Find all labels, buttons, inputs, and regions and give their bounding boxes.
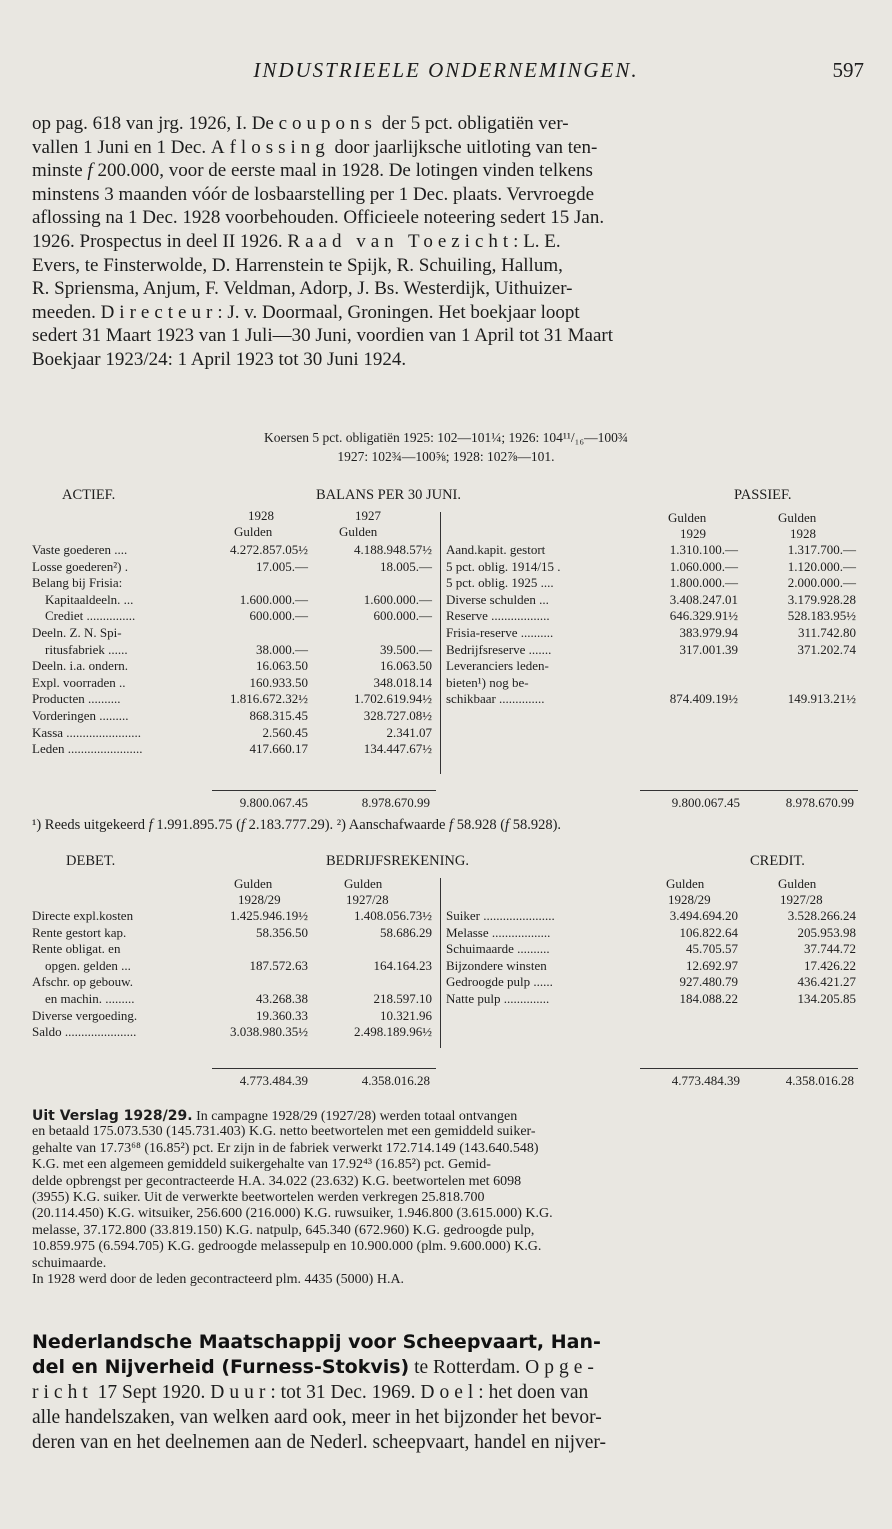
debet-value-1: 58.356.50 bbox=[256, 924, 308, 940]
balans-gulden-l2: Gulden bbox=[339, 524, 378, 539]
actief-row bbox=[32, 559, 442, 576]
nedmij-line: deren van en het deelnemen aan de Nederl. scheepvaart, handel en nijver- bbox=[32, 1432, 607, 1453]
actief-label: Leden ....................... bbox=[32, 741, 143, 757]
bedrijf-total-rule-left bbox=[212, 1068, 436, 1069]
credit-value-2: 134.205.85 bbox=[797, 990, 856, 1006]
passief-label: bieten¹) nog be- bbox=[446, 674, 529, 690]
debet-value-2: 1.408.056.73½ bbox=[354, 908, 432, 923]
actief-value-1: 17.005.— bbox=[256, 558, 308, 574]
passief-table bbox=[446, 542, 862, 708]
balans-total-r2: 8.978.670.99 bbox=[785, 795, 854, 810]
debet-label: Rente obligat. en bbox=[32, 941, 121, 957]
actief-row bbox=[32, 708, 442, 725]
balans-year-r2: 1928 bbox=[790, 526, 816, 541]
actief-value-2: 4.188.948.57½ bbox=[354, 542, 432, 557]
intro-line: Boekjaar 1923/24: 1 April 1923 tot 30 Juni 1924. bbox=[32, 348, 407, 370]
verslag-line: en betaald 175.073.530 (145.731.403) K.G. netto beetwortelen met een gemiddeld suiker- bbox=[32, 1124, 536, 1140]
bedrijf-gulden-l2: Gulden bbox=[344, 876, 383, 891]
debet-value-2: 2.498.189.96½ bbox=[354, 1024, 432, 1040]
actief-row bbox=[32, 592, 442, 609]
debet-row bbox=[32, 925, 442, 942]
actief-value-1: 1.816.672.32½ bbox=[230, 691, 308, 707]
credit-label: Gedroogde pulp ...... bbox=[446, 974, 553, 990]
intro-line: 1926. Prospectus in deel II 1926. Raad van Toezicht: L. E. bbox=[32, 230, 561, 252]
debet-row bbox=[32, 1024, 442, 1041]
debet-value-1: 187.572.63 bbox=[249, 957, 308, 973]
debet-row bbox=[32, 908, 442, 925]
debet-value-1: 43.268.38 bbox=[256, 990, 308, 1006]
passief-label: schikbaar .............. bbox=[446, 691, 545, 707]
credit-value-1: 927.480.79 bbox=[679, 974, 738, 990]
passief-row bbox=[446, 608, 862, 625]
credit-label: Suiker ...................... bbox=[446, 908, 555, 923]
passief-label: Aand.kapit. gestort bbox=[446, 542, 546, 557]
verslag-line: K.G. met een algemeen gemiddeld suikergehalte van 17.92⁴³ (16.85²) pct. Gemid- bbox=[32, 1157, 491, 1173]
bedrijf-title: BEDRIJFSREKENING. bbox=[326, 853, 469, 869]
credit-value-2: 436.421.27 bbox=[797, 974, 856, 990]
actief-value-2: 39.500.— bbox=[380, 641, 432, 657]
actief-value-2: 328.727.08½ bbox=[363, 707, 432, 723]
koersen-line-1: Koersen 5 pct. obligatiën 1925: 102—101¼; 1926: 104¹¹/₁₆—100¾ bbox=[264, 430, 628, 445]
actief-value-2: 600.000.— bbox=[373, 608, 432, 624]
credit-value-1: 184.088.22 bbox=[679, 990, 738, 1006]
nedmij-line: del en Nijverheid (Furness-Stokvis) te Rotterdam. Opge- bbox=[32, 1356, 599, 1378]
balans-passief-title: PASSIEF. bbox=[734, 487, 792, 503]
actief-value-1: 417.660.17 bbox=[249, 741, 308, 757]
credit-row bbox=[446, 958, 862, 975]
passief-value-1: 3.408.247.01 bbox=[669, 591, 738, 607]
actief-value-1: 38.000.— bbox=[256, 641, 308, 657]
credit-value-2: 205.953.98 bbox=[797, 924, 856, 940]
credit-row bbox=[446, 925, 862, 942]
passief-value-1: 383.979.94 bbox=[679, 624, 738, 640]
credit-row bbox=[446, 974, 862, 991]
intro-line: sedert 31 Maart 1923 van 1 Juli—30 Juni, voordien van 1 April tot 31 Maart bbox=[32, 325, 613, 347]
actief-label: Producten .......... bbox=[32, 691, 121, 707]
actief-value-2: 1.702.619.94½ bbox=[354, 691, 432, 707]
actief-row bbox=[32, 741, 442, 758]
passief-label: 5 pct. oblig. 1925 .... bbox=[446, 575, 554, 591]
debet-row bbox=[32, 1008, 442, 1025]
bedrijf-gulden-r2: Gulden bbox=[778, 876, 817, 891]
balans-year-l1: 1928 bbox=[248, 508, 274, 523]
debet-value-1: 19.360.33 bbox=[256, 1007, 308, 1023]
actief-value-1: 868.315.45 bbox=[249, 707, 308, 723]
verslag-line: In 1928 werd door de leden gecontracteerd plm. 4435 (5000) H.A. bbox=[32, 1271, 405, 1287]
debet-row bbox=[32, 974, 442, 991]
balans-gulden-l1: Gulden bbox=[234, 524, 273, 539]
credit-row bbox=[446, 908, 862, 925]
debet-value-2: 164.164.23 bbox=[373, 957, 432, 973]
actief-label: Vaste goederen .... bbox=[32, 542, 128, 557]
actief-value-1: 1.600.000.— bbox=[239, 591, 308, 607]
passief-value-1: 1.060.000.— bbox=[669, 558, 738, 574]
bedrijf-debet-title: DEBET. bbox=[66, 853, 116, 869]
debet-label: Directe expl.kosten bbox=[32, 908, 134, 923]
passief-value-2: 311.742.80 bbox=[797, 624, 856, 640]
passief-label: Bedrijfsreserve ....... bbox=[446, 641, 552, 657]
balans-total-r1: 9.800.067.45 bbox=[671, 795, 740, 810]
actief-row bbox=[32, 575, 442, 592]
balans-total-rule-right bbox=[640, 790, 858, 791]
balans-year-l2: 1927 bbox=[355, 508, 381, 523]
balans-title: BALANS PER 30 JUNI. bbox=[316, 487, 462, 503]
balans-total-l1: 9.800.067.45 bbox=[239, 795, 308, 810]
debet-row bbox=[32, 958, 442, 975]
passief-label: Leveranciers leden- bbox=[446, 658, 549, 674]
actief-value-1: 2.560.45 bbox=[262, 724, 308, 740]
debet-value-2: 218.597.10 bbox=[373, 990, 432, 1006]
intro-line: minste f 200.000, voor de eerste maal in 1928. De lotingen vinden telkens bbox=[32, 160, 593, 182]
passief-row bbox=[446, 575, 862, 592]
balans-gulden-r2: Gulden bbox=[778, 510, 817, 525]
intro-line: Evers, te Finsterwolde, D. Harrenstein te Spijk, R. Schuiling, Hallum, bbox=[32, 254, 563, 276]
passief-value-1: 1.310.100.— bbox=[669, 542, 738, 557]
passief-row bbox=[446, 691, 862, 708]
passief-value-2: 2.000.000.— bbox=[787, 575, 856, 591]
credit-value-2: 17.426.22 bbox=[804, 957, 856, 973]
nedmij-line: richt 17 Sept 1920. Duur: tot 31 Dec. 1969. Doel: het doen van bbox=[32, 1382, 589, 1403]
debet-row bbox=[32, 991, 442, 1008]
debet-row bbox=[32, 941, 442, 958]
actief-row bbox=[32, 625, 442, 642]
verslag-line: 10.859.975 (6.594.705) K.G. gedroogde melassepulp en 10.900.000 (plm. 9.600.000) K.G. bbox=[32, 1239, 542, 1255]
actief-label: Deeln. i.a. ondern. bbox=[32, 658, 129, 674]
nedmij-line: alle handelszaken, van welken aard ook, meer in het bijzonder het bevor- bbox=[32, 1407, 602, 1428]
credit-value-1: 3.494.694.20 bbox=[669, 908, 738, 923]
koersen-line-2: 1927: 102¾—100⅝; 1928: 102⅞—101. bbox=[337, 449, 555, 464]
actief-row bbox=[32, 691, 442, 708]
debet-value-2: 58.686.29 bbox=[380, 924, 432, 940]
balans-gulden-r1: Gulden bbox=[668, 510, 707, 525]
debet-value-1: 3.038.980.35½ bbox=[230, 1024, 308, 1040]
verslag-line: delde opbrengst per gecontracteerde H.A. 34.022 (23.632) K.G. beetwortelen met 6098 bbox=[32, 1173, 522, 1189]
page-number: 597 bbox=[832, 58, 864, 82]
balans-actief-title: ACTIEF. bbox=[62, 487, 116, 503]
actief-value-1: 4.272.857.05½ bbox=[230, 542, 308, 557]
debet-label: Saldo ...................... bbox=[32, 1024, 137, 1040]
actief-value-1: 600.000.— bbox=[249, 608, 308, 624]
actief-row bbox=[32, 542, 442, 559]
passief-value-2: 3.179.928.28 bbox=[787, 591, 856, 607]
actief-row bbox=[32, 658, 442, 675]
actief-label: Belang bij Frisia: bbox=[32, 575, 123, 591]
bedrijf-total-rule-right bbox=[640, 1068, 858, 1069]
running-title: INDUSTRIEELE ONDERNEMINGEN. bbox=[253, 58, 639, 82]
actief-label: ritusfabriek ...... bbox=[32, 641, 128, 657]
credit-label: Bijzondere winsten bbox=[446, 957, 547, 973]
debet-label: Diverse vergoeding. bbox=[32, 1007, 138, 1023]
actief-table bbox=[32, 542, 442, 758]
credit-table bbox=[446, 908, 862, 1008]
actief-label: Vorderingen ......... bbox=[32, 707, 129, 723]
debet-value-2: 10.321.96 bbox=[380, 1007, 432, 1023]
intro-line: minstens 3 maanden vóór de losbaarstelling per 1 Dec. plaats. Vervroegde bbox=[32, 183, 595, 205]
passief-row bbox=[446, 658, 862, 675]
credit-label: Melasse .................. bbox=[446, 924, 551, 940]
intro-line: aflossing na 1 Dec. 1928 voorbehouden. Officieele noteering sedert 15 Jan. bbox=[32, 207, 605, 229]
intro-line: op pag. 618 van jrg. 1926, I. De coupons der 5 pct. obligatiën ver- bbox=[32, 113, 569, 134]
intro-line: R. Spriensma, Anjum, F. Veldman, Adorp, J. Bs. Westerdijk, Uithuizer- bbox=[32, 278, 573, 300]
credit-row bbox=[446, 991, 862, 1008]
passief-row bbox=[446, 592, 862, 609]
debet-label: Afschr. op gebouw. bbox=[32, 974, 133, 990]
credit-label: Natte pulp .............. bbox=[446, 990, 550, 1006]
passief-value-1: 874.409.19½ bbox=[669, 691, 738, 707]
credit-value-1: 12.692.97 bbox=[686, 957, 738, 973]
balans-footnote: ¹) Reeds uitgekeerd f 1.991.895.75 (f 2.183.777.29). ²) Aanschafwaarde f 58.928 (f 58.928). bbox=[32, 817, 562, 833]
actief-row bbox=[32, 642, 442, 659]
verslag-line: Uit Verslag 1928/29. In campagne 1928/29 (1927/28) werden totaal ontvangen bbox=[32, 1108, 518, 1124]
actief-label: Kapitaaldeeln. ... bbox=[32, 591, 134, 607]
bedrijf-year-r1: 1928/29 bbox=[668, 892, 711, 907]
verslag-paragraph bbox=[32, 1108, 868, 1288]
passief-label: Reserve .................. bbox=[446, 608, 550, 624]
bedrijf-total-r2: 4.358.016.28 bbox=[785, 1073, 854, 1088]
actief-row bbox=[32, 675, 442, 692]
passief-row bbox=[446, 625, 862, 642]
verslag-line: schuimaarde. bbox=[32, 1255, 107, 1271]
debet-label: en machin. ......... bbox=[32, 990, 135, 1006]
koersen-block bbox=[0, 428, 892, 466]
bedrijf-credit-title: CREDIT. bbox=[750, 853, 805, 869]
passief-label: 5 pct. oblig. 1914/15 . bbox=[446, 558, 561, 574]
debet-value-1: 1.425.946.19½ bbox=[230, 908, 308, 923]
passief-label: Diverse schulden ... bbox=[446, 591, 549, 607]
actief-label: Expl. voorraden .. bbox=[32, 674, 126, 690]
credit-value-1: 106.822.64 bbox=[679, 924, 738, 940]
passief-row bbox=[446, 642, 862, 659]
bedrijf-total-r1: 4.773.484.39 bbox=[671, 1073, 740, 1088]
passief-row bbox=[446, 559, 862, 576]
passief-row bbox=[446, 542, 862, 559]
bedrijf-year-l2: 1927/28 bbox=[346, 892, 389, 907]
passief-value-2: 371.202.74 bbox=[797, 641, 856, 657]
balans-year-r1: 1929 bbox=[680, 526, 706, 541]
actief-value-2: 1.600.000.— bbox=[363, 591, 432, 607]
bedrijf-gulden-l1: Gulden bbox=[234, 876, 273, 891]
debet-table bbox=[32, 908, 442, 1041]
actief-value-2: 18.005.— bbox=[380, 558, 432, 574]
intro-line: meeden. Directeur: J. v. Doormaal, Groningen. Het boekjaar loopt bbox=[32, 301, 580, 323]
actief-value-1: 16.063.50 bbox=[256, 658, 308, 674]
credit-value-2: 37.744.72 bbox=[804, 941, 856, 957]
passief-value-2: 528.183.95½ bbox=[787, 608, 856, 624]
debet-label: Rente gestort kap. bbox=[32, 924, 127, 940]
credit-value-1: 45.705.57 bbox=[686, 941, 738, 957]
verslag-line: (3955) K.G. suiker. Uit de verwerkte beetwortelen werden verkregen 25.818.700 bbox=[32, 1189, 485, 1205]
nedmij-line: Nederlandsche Maatschappij voor Scheepvaart, Han- bbox=[32, 1331, 601, 1353]
debet-label: opgen. gelden ... bbox=[32, 957, 131, 973]
verslag-line: gehalte van 17.73⁶⁸ (16.85²) pct. Er zijn in de fabriek verwerkt 172.714.149 (143.640.548) bbox=[32, 1140, 539, 1156]
balans-total-l2: 8.978.670.99 bbox=[361, 795, 430, 810]
bedrijf-year-r2: 1927/28 bbox=[780, 892, 823, 907]
bedrijf-year-l1: 1928/29 bbox=[238, 892, 281, 907]
actief-label: Crediet ............... bbox=[32, 608, 136, 624]
verslag-line: melasse, 37.172.800 (33.819.150) K.G. natpulp, 645.340 (672.960) K.G. gedroogde pulp, bbox=[32, 1222, 535, 1238]
passief-value-2: 1.317.700.— bbox=[787, 542, 856, 557]
balans-total-rule-left bbox=[212, 790, 436, 791]
bedrijf-total-l1: 4.773.484.39 bbox=[239, 1073, 308, 1088]
actief-label: Kassa ....................... bbox=[32, 724, 142, 740]
page-header bbox=[0, 58, 892, 92]
actief-label: Losse goederen²) . bbox=[32, 558, 128, 574]
credit-value-2: 3.528.266.24 bbox=[787, 908, 856, 923]
passief-value-2: 1.120.000.— bbox=[787, 558, 856, 574]
actief-label: Deeln. Z. N. Spi- bbox=[32, 624, 122, 640]
bedrijf-gulden-r1: Gulden bbox=[666, 876, 705, 891]
passief-value-1: 317.001.39 bbox=[679, 641, 738, 657]
passief-value-1: 1.800.000.— bbox=[669, 575, 738, 591]
passief-label: Frisia-reserve .......... bbox=[446, 624, 554, 640]
passief-value-1: 646.329.91½ bbox=[669, 608, 738, 624]
intro-paragraph bbox=[32, 112, 868, 372]
actief-value-1: 160.933.50 bbox=[249, 674, 308, 690]
credit-label: Schuimaarde .......... bbox=[446, 941, 550, 957]
actief-value-2: 2.341.07 bbox=[386, 724, 432, 740]
passief-value-2: 149.913.21½ bbox=[787, 691, 856, 707]
actief-row bbox=[32, 725, 442, 742]
actief-row bbox=[32, 608, 442, 625]
credit-row bbox=[446, 941, 862, 958]
verslag-line: (20.114.450) K.G. witsuiker, 256.600 (216.000) K.G. ruwsuiker, 1.946.800 (3.615.000) K.G. bbox=[32, 1206, 553, 1222]
nedmij-paragraph bbox=[32, 1330, 868, 1455]
bedrijf-total-l2: 4.358.016.28 bbox=[361, 1073, 430, 1088]
passief-row bbox=[446, 675, 862, 692]
actief-value-2: 348.018.14 bbox=[373, 674, 432, 690]
intro-line: vallen 1 Juni en 1 Dec. Aflossing door jaarlijksche uitloting van ten- bbox=[32, 136, 598, 158]
actief-value-2: 134.447.67½ bbox=[363, 741, 432, 757]
actief-value-2: 16.063.50 bbox=[380, 658, 432, 674]
